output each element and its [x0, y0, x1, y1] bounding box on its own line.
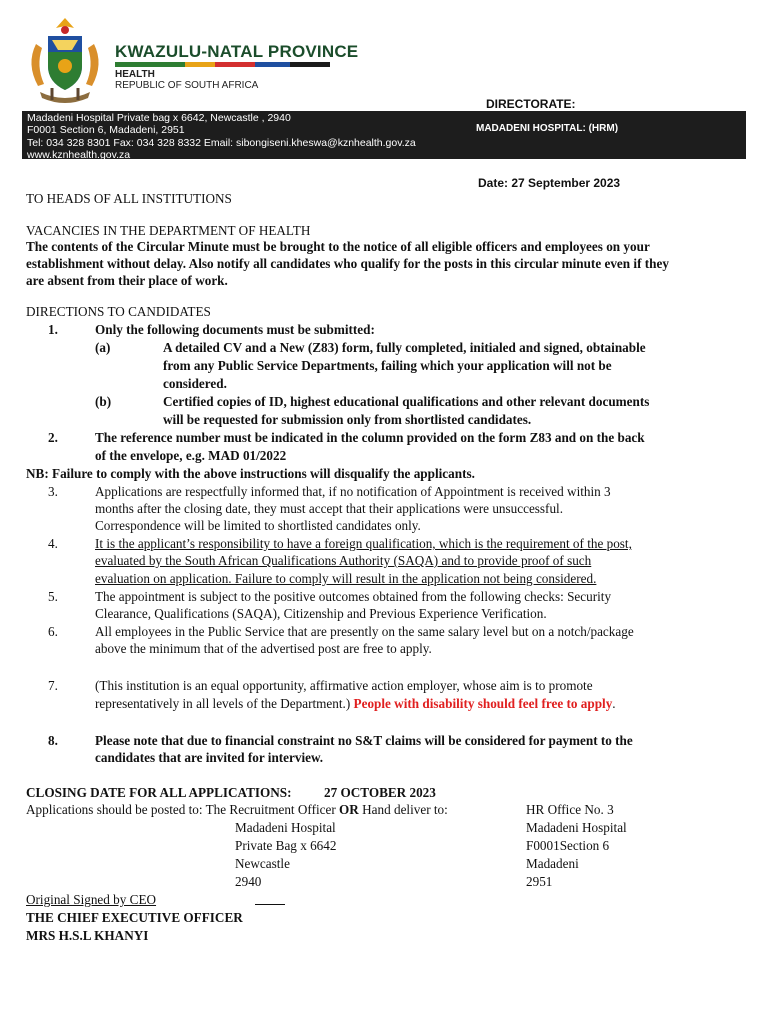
- item-8-line-1: Please note that due to financial constraint no S&T claims will be considered for payment to the: [95, 733, 633, 748]
- directorate-label: DIRECTORATE:: [486, 97, 576, 111]
- item-7-line-1: (This institution is an equal opportunity, affirmative action employer, whose aim is to promote: [95, 678, 593, 693]
- item-1a-line-1: A detailed CV and a New (Z83) form, fully completed, initialed and signed, obtainable: [163, 340, 646, 355]
- signatory-name: MRS H.S.L KHANYI: [26, 928, 149, 943]
- item-8-number: 8.: [48, 733, 58, 748]
- item-3-line-1: Applications are respectfully informed that, if no notification of Appointment is received within 3: [95, 484, 611, 499]
- item-2-number: 2.: [48, 430, 58, 445]
- postal-line-4: 2940: [235, 874, 262, 889]
- item-4-line-2: evaluated by the South African Qualifications Authority (SAQA) and to provide proof of such: [95, 553, 592, 568]
- contact-line: Tel: 034 328 8301 Fax: 034 328 8332 Email: sibongiseni.kheswa@kznhealth.gov.za: [27, 136, 416, 149]
- website-link[interactable]: www.kznhealth.gov.za: [27, 148, 131, 161]
- flag-stripe: [115, 62, 330, 67]
- hand-line-1: HR Office No. 3: [526, 802, 614, 817]
- item-5-number: 5.: [48, 589, 58, 604]
- item-6-number: 6.: [48, 624, 58, 639]
- address-block: [27, 112, 416, 161]
- item-5-line-1: The appointment is subject to the positive outcomes obtained from the following checks: Security: [95, 589, 612, 604]
- item-4-line-1: It is the applicant’s responsibility to have a foreign qualification, which is the requirement of the post,: [95, 536, 632, 551]
- item-1b-line-2: will be requested for submission only from shortlisted candidates.: [163, 412, 532, 427]
- circular-date: Date: 27 September 2023: [478, 176, 621, 190]
- or-label: OR: [339, 802, 359, 817]
- item-7-period: .: [612, 696, 616, 711]
- disability-notice: People with disability should feel free to apply: [353, 696, 613, 711]
- directions-heading: DIRECTIONS TO CANDIDATES: [26, 304, 211, 319]
- department-name: HEALTH: [115, 69, 155, 80]
- item-3-number: 3.: [48, 484, 58, 499]
- item-6-line-1: All employees in the Public Service that are presently on the same salary level but on a notch/package: [95, 624, 634, 639]
- item-3-line-3: Correspondence will be limited to shortlisted candidates only.: [95, 518, 421, 533]
- item-7-line-2-text: representatively in all levels of the Department.): [95, 696, 351, 711]
- closing-date: 27 OCTOBER 2023: [324, 785, 436, 800]
- item-8-line-2: candidates that are invited for interview.: [95, 750, 324, 765]
- hand-line-3: F0001Section 6: [526, 838, 610, 853]
- item-1b-line-1: Certified copies of ID, highest educational qualifications and other relevant documents: [163, 394, 650, 409]
- item-1a-line-3: considered.: [163, 376, 227, 391]
- addressee: TO HEADS OF ALL INSTITUTIONS: [26, 191, 232, 206]
- address-line-1: Madadeni Hospital Private bag x 6642, Newcastle , 2940: [27, 112, 291, 124]
- coat-of-arms-logo: [22, 14, 108, 104]
- item-6-line-2: above the minimum that of the advertised post are free to apply.: [95, 641, 432, 656]
- postal-line-1: Madadeni Hospital: [235, 820, 336, 835]
- signed-by: Original Signed by CEO: [26, 892, 157, 907]
- hand-line-5: 2951: [526, 874, 553, 889]
- province-name: KWAZULU-NATAL PROVINCE: [115, 42, 359, 61]
- item-1a-line-2: from any Public Service Departments, failing which your application will not be: [163, 358, 612, 373]
- hand-deliver-label: Hand deliver to:: [362, 802, 448, 817]
- item-4-number: 4.: [48, 536, 58, 551]
- nb-warning: NB: Failure to comply with the above instructions will disqualify the applicants.: [26, 466, 475, 481]
- signatory-title: THE CHIEF EXECUTIVE OFFICER: [26, 910, 243, 925]
- signature-line: [255, 904, 285, 905]
- postal-line-3: Newcastle: [235, 856, 290, 871]
- item-1a-label: (a): [95, 340, 111, 355]
- item-2-line-1: The reference number must be indicated in the column provided on the form Z83 and on the back: [95, 430, 645, 445]
- item-7-line-2: [95, 695, 616, 712]
- intro-line-3: are absent from their place of work.: [26, 273, 228, 288]
- item-3-line-2: months after the closing date, they must accept that their applications were unsuccessful.: [95, 501, 564, 516]
- hand-line-2: Madadeni Hospital: [526, 820, 627, 835]
- item-1-number: 1.: [48, 322, 58, 337]
- item-4-line-3: evaluation on application. Failure to comply will result in the application not being considered.: [95, 571, 597, 586]
- intro-line-1: The contents of the Circular Minute must be brought to the notice of all eligible officers and employees on your: [26, 239, 650, 254]
- postal-line-2: Private Bag x 6642: [235, 838, 337, 853]
- item-1b-label: (b): [95, 394, 112, 409]
- address-line-2: F0001 Section 6, Madadeni, 2951: [27, 124, 185, 137]
- item-7-number: 7.: [48, 678, 58, 693]
- item-5-line-2: Clearance, Qualifications (SAQA), Citizenship and Previous Experience Verification.: [95, 606, 547, 621]
- hand-line-4: Madadeni: [526, 856, 579, 871]
- posted-prefix: Applications should be posted to: The Recruitment Officer: [26, 802, 336, 817]
- item-2-line-2: of the envelope, e.g. MAD 01/2022: [95, 448, 287, 463]
- item-1-text: Only the following documents must be submitted:: [95, 322, 375, 337]
- directorate-value: MADADENI HOSPITAL: (HRM): [476, 123, 619, 134]
- vacancies-heading: VACANCIES IN THE DEPARTMENT OF HEALTH: [26, 223, 311, 238]
- country-name: REPUBLIC OF SOUTH AFRICA: [115, 80, 259, 91]
- postal-instructions: [26, 801, 448, 818]
- intro-line-2: establishment without delay. Also notify all candidates who qualify for the posts in this circular minute even if they: [26, 256, 669, 271]
- closing-date-label: CLOSING DATE FOR ALL APPLICATIONS:: [26, 785, 292, 800]
